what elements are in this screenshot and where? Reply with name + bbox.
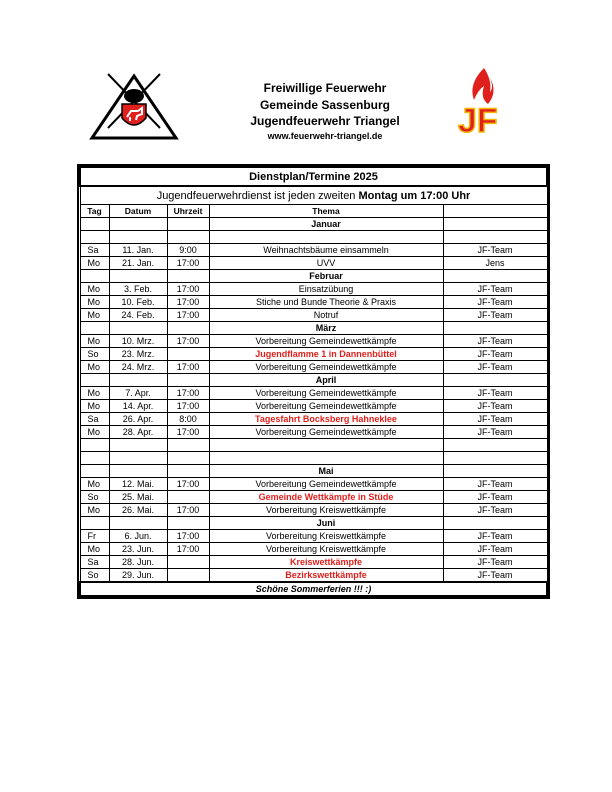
entry-datum: 21. Jan. bbox=[109, 257, 167, 270]
column-header-verantwortlich bbox=[443, 205, 547, 218]
entry-tag: Mo bbox=[80, 257, 109, 270]
schedule-entry-row bbox=[80, 400, 547, 413]
schedule-entry-row bbox=[80, 309, 547, 322]
entry-datum: 28. Apr. bbox=[109, 426, 167, 439]
entry-tag: Mo bbox=[80, 543, 109, 556]
month-cell-empty bbox=[167, 374, 209, 387]
entry-datum: 7. Apr. bbox=[109, 387, 167, 400]
month-row bbox=[80, 270, 547, 283]
month-label: Januar bbox=[209, 218, 443, 231]
entry-datum: 28. Jun. bbox=[109, 556, 167, 569]
month-cell-empty bbox=[109, 270, 167, 283]
entry-verantwortlich: JF-Team bbox=[443, 244, 547, 257]
month-row bbox=[80, 465, 547, 478]
entry-thema: Vorbereitung Gemeindewettkämpfe bbox=[209, 426, 443, 439]
entry-uhrzeit: 8:00 bbox=[167, 413, 209, 426]
entry-uhrzeit: 9:00 bbox=[167, 244, 209, 257]
entry-thema: Vorbereitung Kreiswettkämpfe bbox=[209, 504, 443, 517]
entry-uhrzeit: 17:00 bbox=[167, 387, 209, 400]
schedule-entry-row bbox=[80, 335, 547, 348]
month-row bbox=[80, 374, 547, 387]
entry-datum: 10. Feb. bbox=[109, 296, 167, 309]
month-cell-empty bbox=[167, 465, 209, 478]
month-cell-empty bbox=[443, 270, 547, 283]
entry-verantwortlich: JF-Team bbox=[443, 335, 547, 348]
entry-tag: Mo bbox=[80, 400, 109, 413]
entry-verantwortlich: JF-Team bbox=[443, 530, 547, 543]
entry-datum: 3. Feb. bbox=[109, 283, 167, 296]
month-cell-empty bbox=[80, 322, 109, 335]
column-header-datum: Datum bbox=[109, 205, 167, 218]
entry-datum: 6. Jun. bbox=[109, 530, 167, 543]
month-cell-empty bbox=[80, 270, 109, 283]
spacer-cell bbox=[443, 439, 547, 452]
spacer-cell bbox=[167, 439, 209, 452]
entry-uhrzeit: 17:00 bbox=[167, 426, 209, 439]
month-row bbox=[80, 322, 547, 335]
schedule-note bbox=[80, 186, 547, 205]
month-row bbox=[80, 218, 547, 231]
entry-uhrzeit: 17:00 bbox=[167, 543, 209, 556]
entry-datum: 24. Mrz. bbox=[109, 361, 167, 374]
month-cell-empty bbox=[80, 218, 109, 231]
jugendfeuerwehr-jf-logo bbox=[454, 66, 514, 140]
entry-tag: Sa bbox=[80, 244, 109, 257]
entry-uhrzeit: 17:00 bbox=[167, 361, 209, 374]
entry-verantwortlich: JF-Team bbox=[443, 296, 547, 309]
month-cell-empty bbox=[443, 322, 547, 335]
entry-thema: Jugendflamme 1 in Dannenbüttel bbox=[209, 348, 443, 361]
schedule-entry-row bbox=[80, 257, 547, 270]
column-header-row bbox=[80, 205, 547, 218]
entry-uhrzeit bbox=[167, 569, 209, 583]
schedule-entry-row bbox=[80, 296, 547, 309]
entry-datum: 23. Jun. bbox=[109, 543, 167, 556]
entry-tag: So bbox=[80, 348, 109, 361]
entry-verantwortlich: JF-Team bbox=[443, 309, 547, 322]
month-label: März bbox=[209, 322, 443, 335]
entry-verantwortlich: JF-Team bbox=[443, 400, 547, 413]
month-cell-empty bbox=[109, 517, 167, 530]
column-header-uhrzeit: Uhrzeit bbox=[167, 205, 209, 218]
month-label: Mai bbox=[209, 465, 443, 478]
jf-logo-letters: JF bbox=[458, 102, 498, 140]
entry-verantwortlich: JF-Team bbox=[443, 413, 547, 426]
entry-uhrzeit: 17:00 bbox=[167, 335, 209, 348]
month-cell-empty bbox=[167, 218, 209, 231]
month-cell-empty bbox=[443, 465, 547, 478]
schedule-entry-row bbox=[80, 478, 547, 491]
entry-verantwortlich: JF-Team bbox=[443, 543, 547, 556]
entry-tag: Mo bbox=[80, 426, 109, 439]
spacer-cell bbox=[443, 452, 547, 465]
month-label: Februar bbox=[209, 270, 443, 283]
entry-uhrzeit bbox=[167, 348, 209, 361]
schedule-entry-row bbox=[80, 413, 547, 426]
entry-verantwortlich: JF-Team bbox=[443, 426, 547, 439]
entry-uhrzeit: 17:00 bbox=[167, 478, 209, 491]
month-cell-empty bbox=[109, 218, 167, 231]
month-cell-empty bbox=[167, 270, 209, 283]
month-cell-empty bbox=[109, 322, 167, 335]
schedule-note-text: Jugendfeuerwehrdienst ist jeden zweiten bbox=[156, 189, 359, 202]
schedule-entry-row bbox=[80, 504, 547, 517]
entry-tag: Mo bbox=[80, 504, 109, 517]
entry-thema: Einsatzübung bbox=[209, 283, 443, 296]
entry-thema: Tagesfahrt Bocksberg Hahneklee bbox=[209, 413, 443, 426]
schedule-note-row bbox=[80, 186, 547, 205]
entry-datum: 14. Apr. bbox=[109, 400, 167, 413]
month-cell-empty bbox=[109, 465, 167, 478]
entry-datum: 24. Feb. bbox=[109, 309, 167, 322]
spacer-cell bbox=[80, 452, 109, 465]
entry-thema: UVV bbox=[209, 257, 443, 270]
header-line-2: Gemeinde Sassenburg bbox=[259, 97, 391, 112]
entry-thema: Vorbereitung Kreiswettkämpfe bbox=[209, 530, 443, 543]
entry-verantwortlich: JF-Team bbox=[443, 348, 547, 361]
entry-datum: 23. Mrz. bbox=[109, 348, 167, 361]
column-header-tag: Tag bbox=[80, 205, 109, 218]
spacer-cell bbox=[167, 231, 209, 244]
fire-brigade-triangle-logo bbox=[88, 70, 180, 142]
spacer-cell bbox=[109, 231, 167, 244]
spacer-row bbox=[80, 231, 547, 244]
entry-thema: Gemeinde Wettkämpfe in Stüde bbox=[209, 491, 443, 504]
schedule-entry-row bbox=[80, 244, 547, 257]
spacer-row bbox=[80, 452, 547, 465]
month-cell-empty bbox=[443, 218, 547, 231]
entry-thema: Vorbereitung Gemeindewettkämpfe bbox=[209, 361, 443, 374]
entry-verantwortlich: JF-Team bbox=[443, 478, 547, 491]
schedule-entry-row bbox=[80, 283, 547, 296]
entry-verantwortlich: JF-Team bbox=[443, 361, 547, 374]
entry-verantwortlich: JF-Team bbox=[443, 569, 547, 583]
entry-thema: Vorbereitung Gemeindewettkämpfe bbox=[209, 387, 443, 400]
schedule-title-row bbox=[80, 167, 547, 186]
header-line-3: Jugendfeuerwehr Triangel bbox=[250, 114, 400, 128]
spacer-cell bbox=[167, 452, 209, 465]
entry-tag: So bbox=[80, 569, 109, 583]
entry-verantwortlich: Jens bbox=[443, 257, 547, 270]
spacer-cell bbox=[443, 231, 547, 244]
month-cell-empty bbox=[80, 517, 109, 530]
entry-thema: Vorbereitung Gemeindewettkämpfe bbox=[209, 335, 443, 348]
spacer-cell bbox=[80, 231, 109, 244]
schedule-entry-row bbox=[80, 530, 547, 543]
entry-thema: Bezirkswettkämpfe bbox=[209, 569, 443, 583]
entry-thema: Vorbereitung Gemeindewettkämpfe bbox=[209, 478, 443, 491]
month-cell-empty bbox=[80, 374, 109, 387]
header-line-1: Freiwillige Feuerwehr bbox=[263, 81, 387, 95]
spacer-cell bbox=[209, 439, 443, 452]
month-cell-empty bbox=[167, 517, 209, 530]
month-cell-empty bbox=[109, 374, 167, 387]
schedule-entry-row bbox=[80, 556, 547, 569]
entry-uhrzeit bbox=[167, 556, 209, 569]
schedule-entry-row bbox=[80, 361, 547, 374]
entry-datum: 29. Jun. bbox=[109, 569, 167, 583]
entry-uhrzeit: 17:00 bbox=[167, 504, 209, 517]
schedule-footer: Schöne Sommerferien !!! :) bbox=[80, 582, 547, 596]
entry-tag: Mo bbox=[80, 361, 109, 374]
entry-datum: 12. Mai. bbox=[109, 478, 167, 491]
entry-uhrzeit: 17:00 bbox=[167, 296, 209, 309]
entry-uhrzeit: 17:00 bbox=[167, 400, 209, 413]
month-label: Juni bbox=[209, 517, 443, 530]
entry-tag: So bbox=[80, 491, 109, 504]
entry-datum: 10. Mrz. bbox=[109, 335, 167, 348]
entry-datum: 11. Jan. bbox=[109, 244, 167, 257]
entry-uhrzeit: 17:00 bbox=[167, 530, 209, 543]
entry-uhrzeit: 17:00 bbox=[167, 309, 209, 322]
entry-uhrzeit bbox=[167, 491, 209, 504]
entry-verantwortlich: JF-Team bbox=[443, 556, 547, 569]
entry-tag: Mo bbox=[80, 283, 109, 296]
entry-tag: Mo bbox=[80, 387, 109, 400]
schedule-entry-row bbox=[80, 491, 547, 504]
schedule-entry-row bbox=[80, 426, 547, 439]
entry-verantwortlich: JF-Team bbox=[443, 504, 547, 517]
entry-tag: Sa bbox=[80, 556, 109, 569]
month-cell-empty bbox=[80, 465, 109, 478]
schedule-note-bold: Montag um 17:00 Uhr bbox=[358, 189, 471, 202]
entry-thema: Kreiswettkämpfe bbox=[209, 556, 443, 569]
entry-verantwortlich: JF-Team bbox=[443, 283, 547, 296]
month-row bbox=[80, 517, 547, 530]
spacer-cell bbox=[80, 439, 109, 452]
spacer-cell bbox=[109, 439, 167, 452]
entry-verantwortlich: JF-Team bbox=[443, 491, 547, 504]
entry-thema: Notruf bbox=[209, 309, 443, 322]
entry-tag: Mo bbox=[80, 335, 109, 348]
schedule-entry-row bbox=[80, 387, 547, 400]
entry-tag: Mo bbox=[80, 478, 109, 491]
entry-uhrzeit: 17:00 bbox=[167, 257, 209, 270]
entry-uhrzeit: 17:00 bbox=[167, 283, 209, 296]
month-label: April bbox=[209, 374, 443, 387]
entry-tag: Fr bbox=[80, 530, 109, 543]
schedule-footer-row bbox=[80, 582, 547, 596]
schedule-table bbox=[79, 166, 548, 597]
schedule-entry-row bbox=[80, 543, 547, 556]
entry-tag: Sa bbox=[80, 413, 109, 426]
month-cell-empty bbox=[443, 517, 547, 530]
column-header-thema: Thema bbox=[209, 205, 443, 218]
entry-thema: Weihnachtsbäume einsammeln bbox=[209, 244, 443, 257]
entry-datum: 26. Mai. bbox=[109, 504, 167, 517]
header-url: www.feuerwehr-triangel.de bbox=[267, 130, 383, 141]
spacer-cell bbox=[209, 231, 443, 244]
month-cell-empty bbox=[167, 322, 209, 335]
entry-thema: Stiche und Bunde Theorie & Praxis bbox=[209, 296, 443, 309]
entry-datum: 26. Apr. bbox=[109, 413, 167, 426]
spacer-cell bbox=[209, 452, 443, 465]
entry-datum: 25. Mai. bbox=[109, 491, 167, 504]
schedule-title: Dienstplan/Termine 2025 bbox=[80, 167, 547, 186]
entry-verantwortlich: JF-Team bbox=[443, 387, 547, 400]
entry-tag: Mo bbox=[80, 296, 109, 309]
entry-tag: Mo bbox=[80, 309, 109, 322]
schedule-entry-row bbox=[80, 348, 547, 361]
month-cell-empty bbox=[443, 374, 547, 387]
document-header bbox=[200, 80, 450, 142]
entry-thema: Vorbereitung Kreiswettkämpfe bbox=[209, 543, 443, 556]
schedule-entry-row bbox=[80, 569, 547, 583]
spacer-row bbox=[80, 439, 547, 452]
spacer-cell bbox=[109, 452, 167, 465]
entry-thema: Vorbereitung Gemeindewettkämpfe bbox=[209, 400, 443, 413]
